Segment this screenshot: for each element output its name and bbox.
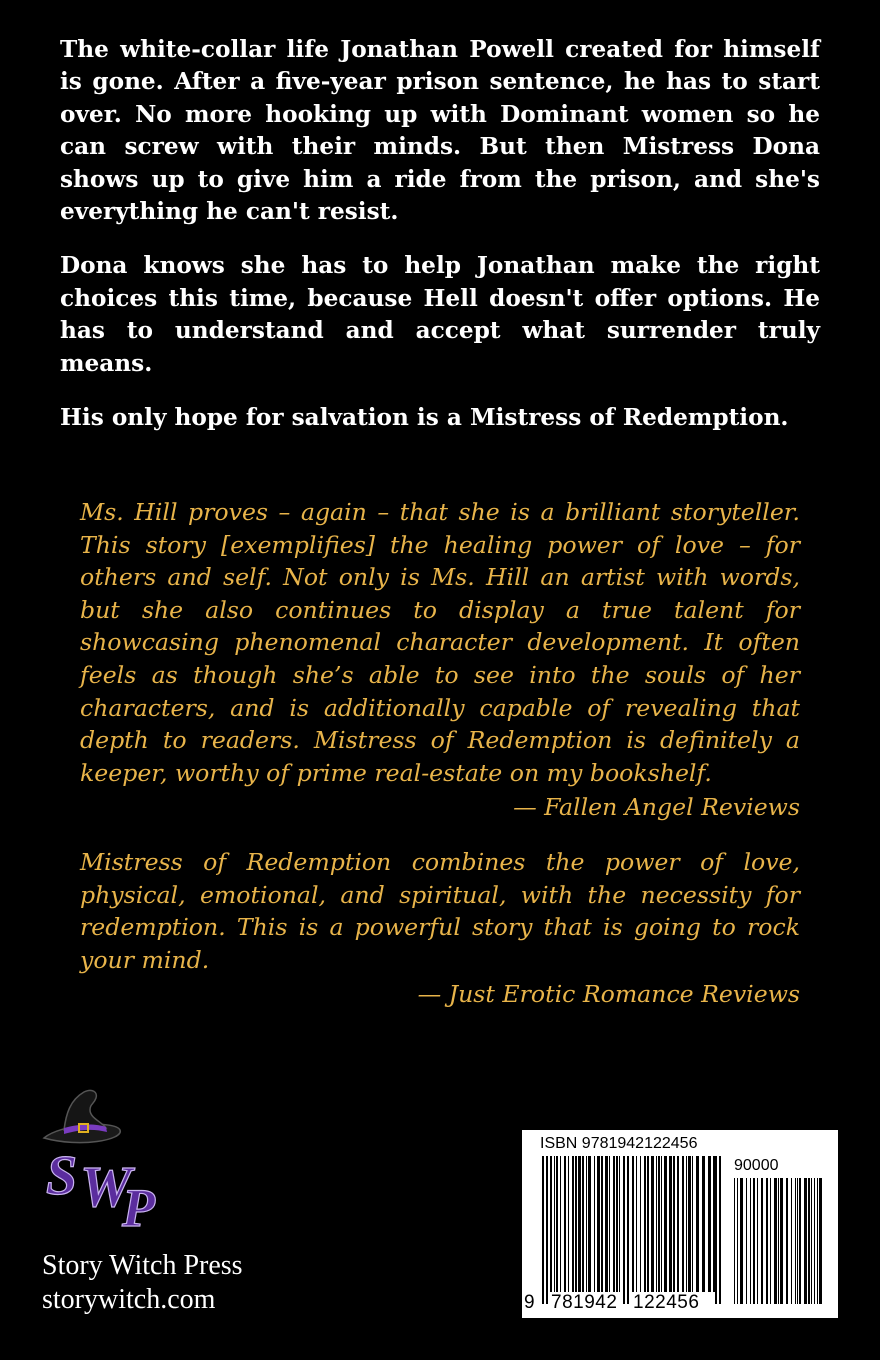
monogram-s: S [46, 1145, 78, 1207]
review-1-quote: Ms. Hill proves – again – that she is a brilliant storyteller. This story [exemplifies] the healing power of love – for others and self. Not only is Ms. Hill an artist with words, but she also continues to display a true talent for showcasing phenomenal character development. It often feels as though she’s able to see into the souls of her characters, and is additionally capable of revealing that depth to readers. Mistress of Redemption is definitely a keeper, worthy of prime real-estate on my bookshelf. [80, 498, 800, 787]
barcode-bar [757, 1178, 758, 1304]
barcode-bar [586, 1156, 587, 1292]
barcode-bar [609, 1156, 610, 1292]
barcode-bar [696, 1156, 699, 1292]
barcode-bar [550, 1156, 552, 1292]
barcode-bar [766, 1178, 768, 1304]
barcode-bar [597, 1156, 600, 1292]
barcode-bar [817, 1178, 818, 1304]
barcode-bar [640, 1156, 641, 1292]
barcode-bar [542, 1156, 544, 1304]
barcode-bar [636, 1156, 637, 1292]
barcode-bar [578, 1156, 581, 1292]
barcode-bar [753, 1178, 755, 1304]
barcode-bar [737, 1178, 738, 1304]
barcode-bar [713, 1156, 715, 1292]
barcode-bar [656, 1156, 657, 1292]
barcode-bar [804, 1178, 807, 1304]
barcode-bar [770, 1178, 771, 1304]
barcode-bar [778, 1178, 779, 1304]
barcode-bar [774, 1178, 777, 1304]
barcode-bar [572, 1156, 574, 1292]
barcode-bar [627, 1156, 629, 1304]
barcode-bar [682, 1156, 684, 1292]
barcode-bar [746, 1178, 747, 1304]
barcode-bar [601, 1156, 603, 1292]
isbn-label: ISBN 9781942122456 [540, 1135, 698, 1152]
blurb-paragraph-1: The white-collar life Jonathan Powell created for himself is gone. After a five-year prison sentence, he has to start over. No more hooking up with Dominant women so he can screw with their minds. But then Mistress Dona shows up to give him a ride from the prison, and she's everything he can't resist. [60, 36, 820, 226]
reviews-section [80, 496, 800, 1033]
review-2-source: — Just Erotic Romance Reviews [417, 980, 800, 1009]
monogram-w: W [80, 1154, 132, 1219]
barcode-bar [651, 1156, 654, 1292]
barcode-bar [623, 1156, 625, 1304]
barcode-bar [814, 1178, 815, 1304]
barcode-bar [673, 1156, 675, 1292]
barcode-bar [692, 1156, 693, 1292]
barcode-bar [677, 1156, 679, 1292]
barcode-bar [719, 1156, 721, 1304]
barcode-bar [688, 1156, 691, 1292]
barcode-bar [644, 1156, 646, 1292]
review-2-quote: Mistress of Redemption combines the power of love, physical, emotional, and spiritual, with the necessity for redemption. This is a powerful story that is going to rock your mind. [80, 847, 800, 974]
barcode-digit-lead: 9 [524, 1292, 535, 1313]
barcode-bar [647, 1156, 649, 1292]
barcode-bar [560, 1156, 561, 1292]
barcode-bar [554, 1156, 555, 1292]
barcode-bar [632, 1156, 634, 1292]
barcode-bar [791, 1178, 792, 1304]
addon-price-code: 90000 [734, 1157, 779, 1174]
barcode-bar [564, 1156, 566, 1292]
barcode-bar [619, 1156, 620, 1292]
barcode-bar [808, 1178, 810, 1304]
barcode-bar [664, 1156, 667, 1292]
barcode-bar [786, 1178, 788, 1304]
barcode-bar [734, 1178, 735, 1304]
barcode-bar [797, 1178, 798, 1304]
barcode-bar [546, 1156, 548, 1304]
blurb-paragraph-3: His only hope for salvation is a Mistress of Redemption. [60, 404, 789, 432]
barcode-bar [669, 1156, 672, 1292]
barcode-bar [613, 1156, 615, 1292]
blurb-paragraph-2: Dona knows she has to help Jonathan make the right choices this time, because Hell doesn't offer options. He has to understand and accept what surrender truly means. [60, 252, 820, 377]
barcode-bar [686, 1156, 687, 1292]
barcode-bar [582, 1156, 584, 1292]
barcode-bar [795, 1178, 796, 1304]
barcode-bar [556, 1156, 558, 1292]
barcode-bar [799, 1178, 801, 1304]
barcode-bar [708, 1156, 711, 1292]
barcode-digit-group-2: 122456 [633, 1292, 700, 1313]
barcode-bar [811, 1178, 812, 1304]
barcode-digit-group-1: 781942 [551, 1292, 618, 1313]
witch-hat-swp-logo-icon [40, 1086, 180, 1246]
barcode-bar [740, 1178, 743, 1304]
barcode-bar [575, 1156, 577, 1292]
barcode-bar [568, 1156, 569, 1292]
isbn-barcode [522, 1130, 838, 1318]
barcode-bar [658, 1156, 660, 1292]
barcode-bar [661, 1156, 662, 1292]
barcode-bar [715, 1156, 717, 1304]
publisher-name: Story Witch Press [42, 1250, 243, 1281]
back-cover-blurb [60, 34, 820, 456]
monogram-p: P [122, 1178, 155, 1238]
review-1-source: — Fallen Angel Reviews [513, 793, 800, 822]
barcode-bar [594, 1156, 595, 1292]
barcode-bar [588, 1156, 591, 1292]
barcode-bar [616, 1156, 618, 1292]
barcode-bar [780, 1178, 783, 1304]
barcode-bar [761, 1178, 763, 1304]
publisher-url: storywitch.com [42, 1284, 216, 1315]
barcode-bar [605, 1156, 608, 1292]
barcode-bar [702, 1156, 705, 1292]
barcode-bar [819, 1178, 822, 1304]
barcode-bar [750, 1178, 751, 1304]
barcode-bars-icon [522, 1130, 838, 1318]
